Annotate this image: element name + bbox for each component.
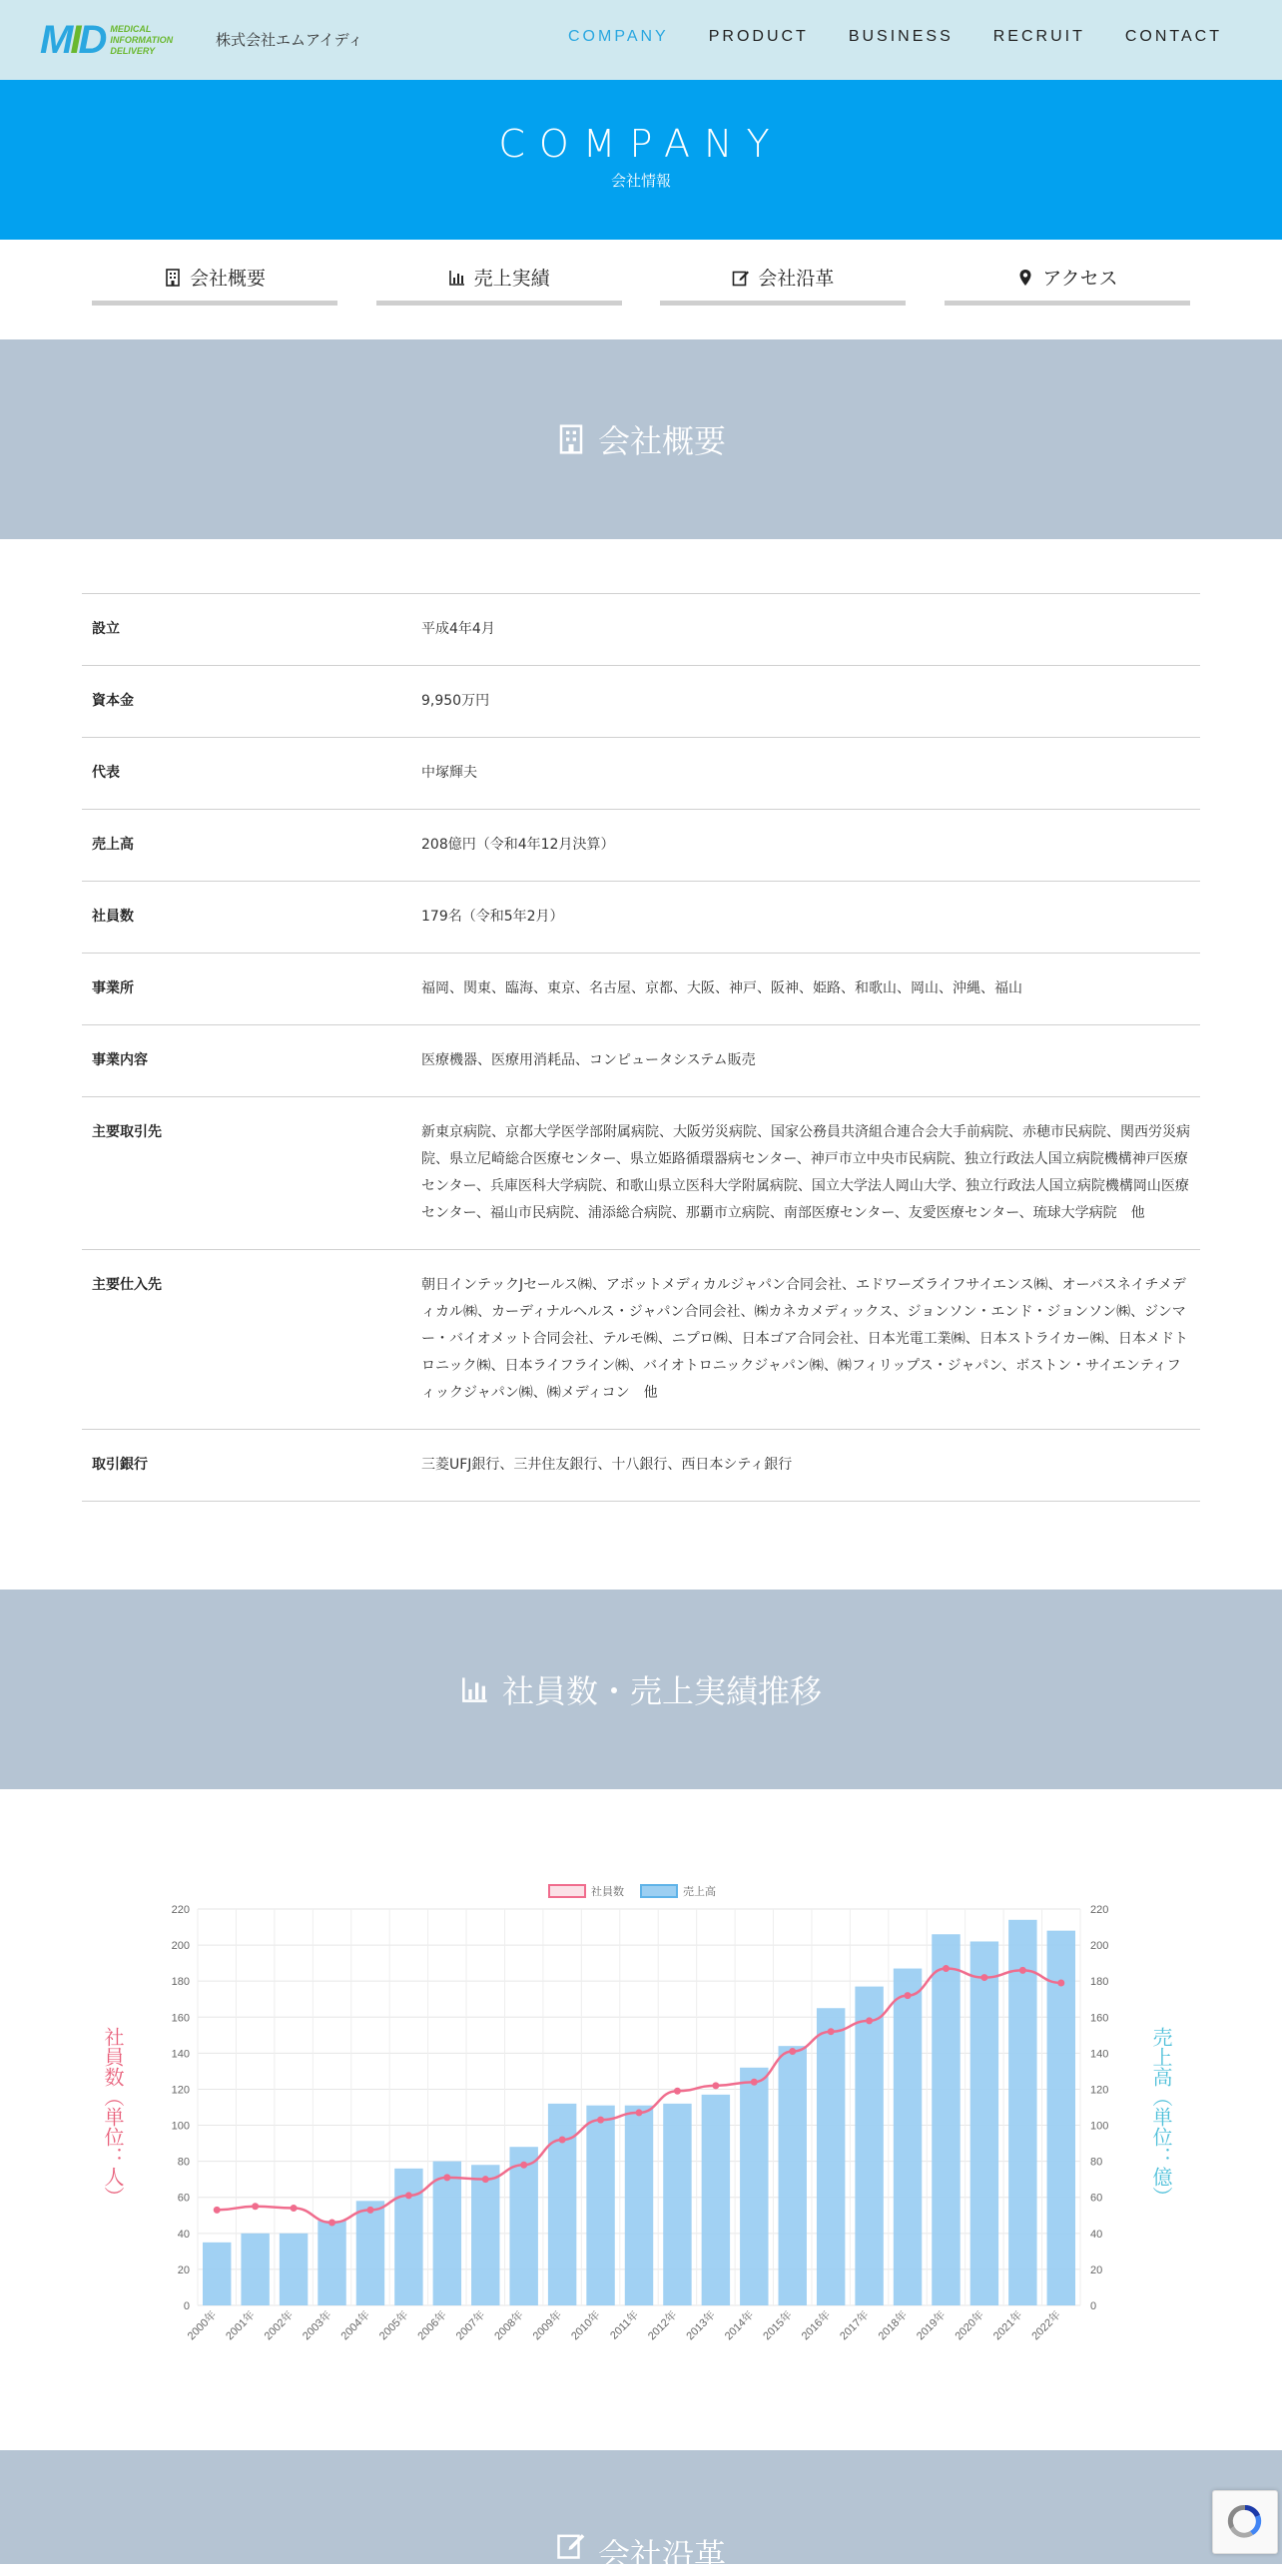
chart-point [597,2117,604,2124]
info-value: 179名（令和5年2月） [411,882,1200,954]
chart-ytick-left: 140 [171,2048,190,2061]
chart-point [252,2203,259,2210]
chart-xtick: 2020年 [953,2308,987,2343]
info-value: 福岡、関東、臨海、東京、名古屋、京都、大阪、神戸、阪神、姫路、和歌山、岡山、沖縄、福山 [411,954,1200,1025]
chart-bar [203,2243,231,2305]
chart-xtick: 2022年 [1029,2308,1063,2343]
info-row [82,1430,1200,1502]
chart-ytick-right: 220 [1090,1904,1109,1916]
info-row [82,882,1200,954]
chart-ytick-right: 160 [1090,2012,1109,2025]
info-label: 取引銀行 [82,1430,411,1502]
section-heading-overview: 会社概要 [597,422,726,460]
building-icon [164,269,182,287]
chart-ytick-left: 220 [171,1904,190,1916]
nav-recruit[interactable]: RECRUIT [992,28,1085,45]
chart-ytick-left: 60 [177,2192,190,2205]
page-subtitle: 会社情報 [610,172,671,190]
chart-xtick: 2002年 [262,2308,297,2343]
chart-point [943,1965,950,1972]
chart-ytick-right: 120 [1090,2084,1109,2097]
chart-xtick: 2014年 [722,2308,757,2343]
chart-bar [779,2046,807,2305]
info-label: 代表 [82,738,411,810]
bar-chart-icon [460,1674,490,1704]
info-value: 9,950万円 [411,666,1200,738]
chart-point [751,2079,758,2086]
legend-swatch-sales [641,1885,677,1897]
chart-ytick-left: 20 [177,2263,190,2276]
chart-ytick-right: 200 [1090,1940,1109,1953]
info-row [82,1250,1200,1430]
info-label: 事業内容 [82,1025,411,1097]
legend-label-employees: 社員数 [591,1885,624,1898]
chart-xtick: 2018年 [876,2308,911,2343]
chart-bar [855,1987,883,2305]
chart-point [980,1974,987,1981]
chart-ytick-right: 40 [1090,2228,1103,2241]
chart-xtick: 2004年 [338,2308,373,2343]
section-heading-trend: 社員数・売上実績推移 [501,1672,822,1710]
chart-point [482,2176,489,2183]
chart-bar [932,1934,960,2305]
info-value: 新東京病院、京都大学医学部附属病院、大阪労災病院、国家公務員共済組合連合会大手前病院、赤穂市民病院、関西労災病院、県立尼崎総合医療センター、県立姫路循環器病センター、神戸市立中央市民病院、独立行政法人国立病院機構神戸医療センター、兵庫医科大学病院、和歌山県立医科大学附属病院、国立大学法人岡山大学、独立行政法人国立病院機構岡山医療センター、福山市民病院、浦添総合病院、那覇市立病院、南部医療センター、友愛医療センター、琉球大学病院 他 [411,1097,1200,1250]
info-label: 資本金 [82,666,411,738]
tab-history-label: 会社沿革 [758,268,835,290]
chart-xtick: 2007年 [453,2308,488,2343]
chart-point [291,2205,298,2212]
chart-ylabel-left: 社員数（単位：人） [101,2027,125,2207]
chart-point [674,2088,681,2095]
page-hero [0,80,1282,240]
chart-ytick-left: 0 [183,2300,190,2312]
chart-ytick-right: 60 [1090,2192,1103,2205]
info-value: 208億円（令和4年12月決算） [411,810,1200,882]
chart-bar [548,2104,576,2305]
legend-swatch-employees [549,1885,585,1897]
chart-xtick: 2003年 [301,2308,334,2343]
info-value: 中塚輝夫 [411,738,1200,810]
chart-bar [970,1941,998,2305]
chart-bar [1047,1931,1075,2305]
info-label: 主要仕入先 [82,1250,411,1430]
chart-point [443,2174,450,2181]
chart-point [520,2162,527,2169]
page-title: COMPANY [498,122,784,166]
chart-bar [280,2234,308,2305]
chart-bar [471,2165,499,2305]
chart-ylabel-right: 売上高（単位：億） [1149,2027,1173,2207]
chart-bar [894,1969,922,2305]
company-info-table [82,593,1200,1502]
logo-subtitle: MEDICAL INFORMATION DELIVERY [110,23,174,56]
tab-overview[interactable] [92,264,337,306]
chart-ytick-left: 180 [171,1976,190,1989]
chart-xtick: 2013年 [684,2308,718,2343]
info-label: 主要取引先 [82,1097,411,1250]
nav-contact[interactable]: CONTACT [1124,28,1222,45]
info-row [82,1097,1200,1250]
chart-xtick: 2016年 [799,2308,834,2343]
chart-point [905,1992,912,1999]
edit-icon [732,269,750,287]
chart-ytick-left: 100 [171,2120,190,2133]
bar-chart-icon [448,269,466,287]
tab-sales[interactable] [376,264,622,306]
chart-xtick: 2021年 [990,2308,1025,2343]
tab-overview-label: 会社概要 [189,268,266,290]
chart-bar [586,2106,614,2305]
chart-ytick-right: 100 [1090,2120,1109,2133]
chart-bar [625,2106,653,2305]
chart-ytick-left: 120 [171,2084,190,2097]
chart-bar [394,2169,422,2305]
info-row [82,594,1200,666]
info-label: 事業所 [82,954,411,1025]
sales-employee-chart [0,1877,1282,2356]
info-label: 設立 [82,594,411,666]
chart-point [559,2136,566,2143]
chart-ytick-left: 80 [177,2156,190,2169]
info-value: 医療機器、医療用消耗品、コンピュータシステム販売 [411,1025,1200,1097]
chart-bar [740,2068,768,2305]
chart-bar [356,2201,384,2305]
info-label: 社員数 [82,882,411,954]
chart-point [712,2082,719,2089]
chart-bar [1008,1920,1036,2305]
chart-xtick: 2008年 [492,2308,526,2343]
chart-bar [663,2104,691,2305]
chart-ytick-right: 140 [1090,2048,1109,2061]
chart-xtick: 2006年 [415,2308,449,2343]
info-value: 三菱UFJ銀行、三井住友銀行、十八銀行、西日本シティ銀行 [411,1430,1200,1502]
edit-icon [556,2530,586,2560]
info-row [82,954,1200,1025]
chart-bar [702,2095,730,2305]
chart-point [214,2207,221,2214]
chart-xtick: 2015年 [761,2308,795,2343]
tab-access-label: アクセス [1042,268,1118,290]
tab-access[interactable] [945,264,1190,306]
tab-history[interactable] [660,264,906,306]
chart-point [366,2207,373,2214]
chart-point [405,2192,412,2199]
nav-business[interactable]: BUSINESS [848,28,954,45]
chart-point [866,2017,873,2024]
chart-xtick: 2001年 [224,2308,258,2343]
section-banner-overview [0,339,1282,539]
recaptcha-badge[interactable] [1212,2490,1278,2554]
legend-label-sales: 売上高 [683,1885,716,1898]
chart-ytick-right: 180 [1090,1976,1109,1989]
map-pin-icon [1016,269,1034,287]
chart-ytick-left: 160 [171,2012,190,2025]
info-row [82,738,1200,810]
info-row [82,810,1200,882]
section-banner-trend [0,1590,1282,1789]
chart-xtick: 2012年 [645,2308,680,2343]
chart-ytick-right: 0 [1090,2300,1097,2312]
chart-xtick: 2005年 [376,2308,411,2343]
chart-bar [241,2234,269,2305]
chart-bar [817,2008,845,2305]
chart-point [636,2109,643,2116]
chart-xtick: 2019年 [915,2308,949,2343]
chart-bar [509,2147,537,2305]
nav-product[interactable]: PRODUCT [708,28,809,45]
chart-xtick: 2009年 [530,2308,565,2343]
info-value: 朝日インテックJセールス㈱、アボットメディカルジャパン合同会社、エドワーズライフサイエンス㈱、オーバスネイチメディカル㈱、カーディナルヘルス・ジャパン合同会社、㈱カネカメディックス、ジョンソン・エンド・ジョンソン㈱、ジンマー・バイオメット合同会社、テルモ㈱、ニプロ㈱、日本ゴア合同会社、日本光電工業㈱、日本ストライカー㈱、日本メドトロニック㈱、日本ライフライン㈱、バイオトロニックジャパン㈱、㈱フィリップス・ジャパン、ボストン・サイエンティフィックジャパン㈱、㈱メディコン 他 [411,1250,1200,1430]
chart-ytick-right: 20 [1090,2263,1103,2276]
building-icon [556,424,586,454]
chart-xtick: 2010年 [569,2308,603,2343]
section-tabs [92,264,1190,306]
chart-xtick: 2000年 [185,2308,220,2343]
chart-point [789,2048,796,2055]
chart-point [828,2028,835,2035]
chart-ytick-left: 40 [177,2228,190,2241]
site-header [0,0,1282,80]
info-row [82,1025,1200,1097]
info-label: 売上高 [82,810,411,882]
chart-ytick-right: 80 [1090,2156,1103,2169]
tab-sales-label: 売上実績 [473,268,550,290]
info-value: 平成4年4月 [411,594,1200,666]
main-nav [568,28,1222,46]
chart-xtick: 2017年 [838,2308,872,2343]
chart-ytick-left: 200 [171,1940,190,1953]
logo-mark: MID [40,18,105,62]
chart-bar [318,2221,345,2305]
chart-point [1019,1967,1026,1974]
logo[interactable] [40,18,173,62]
chart-point [1057,1979,1064,1986]
info-row [82,666,1200,738]
nav-company[interactable]: COMPANY [568,28,669,45]
chart-xtick: 2011年 [608,2308,642,2342]
section-heading-history: 会社沿革 [597,2536,726,2574]
recaptcha-icon [1213,2491,1277,2553]
chart-bar [433,2162,461,2305]
section-banner-history [0,2450,1282,2574]
company-name: 株式会社エムアイディ [216,31,363,49]
chart-point [328,2219,335,2226]
